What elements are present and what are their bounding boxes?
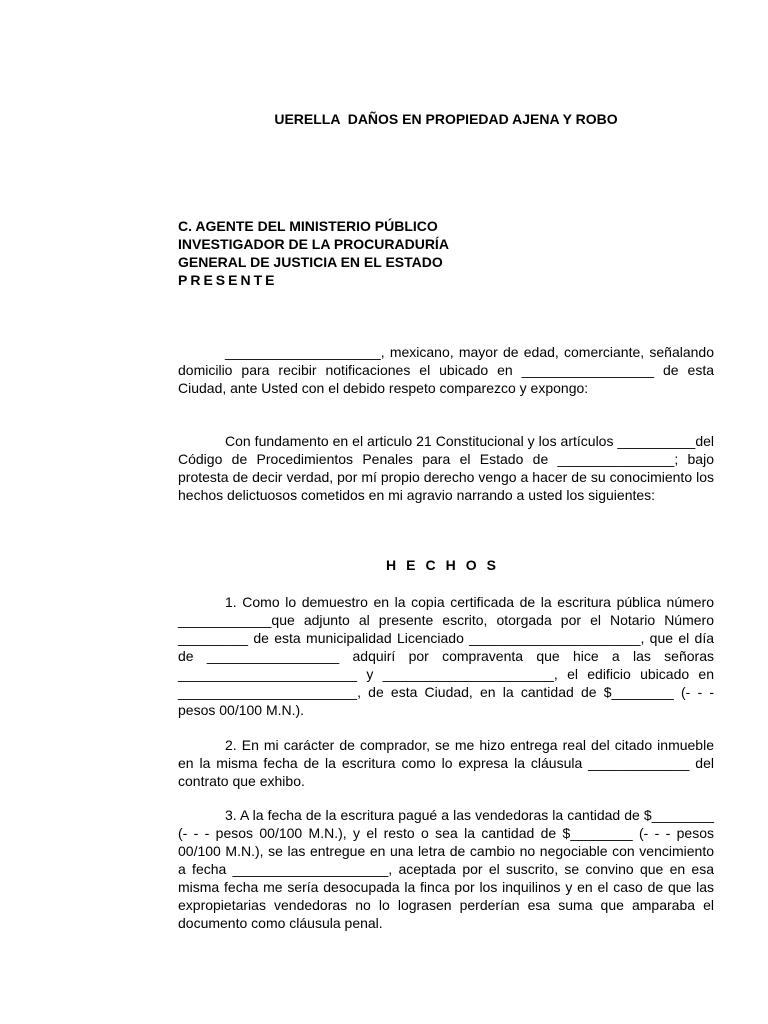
document-title: UERELLA DAÑOS EN PROPIEDAD AJENA Y ROBO [274, 111, 618, 127]
recipient-line: C. AGENTE DEL MINISTERIO PÚBLICO [178, 218, 438, 234]
recipient-line: GENERAL DE JUSTICIA EN EL ESTADO [178, 254, 443, 270]
recipient-presente: PRESENTE [178, 272, 278, 288]
fundamento-paragraph: Con fundamento en el articulo 21 Constitucional y los artículos __________del Código de Procedimientos Penales para el Estado de _______________; bajo protesta de decir verdad, por mí propio derecho vengo a hacer de su conocimiento los hechos delictuosos cometidos en mi agravio narrando a usted los siguientes: [178, 433, 714, 503]
intro-paragraph: ____________________, mexicano, mayor de edad, comerciante, señalando domicilio para recibir notificaciones el ubicado en _________________ de esta Ciudad, ante Usted con el debido respeto comparezco y expongo: [178, 344, 714, 396]
hecho-paragraph-3: 3. A la fecha de la escritura pagué a las vendedoras la cantidad de $________ (- - - pesos 00/100 M.N.), y el resto o sea la cantidad de $________ (- - - pesos 00/100 M.N.), se las entregue en una letra de cambio no negociable con vencimiento a fecha ____________________, aceptada por el suscrito, se convino que en esa misma fecha me sería desocupada la finca por los inquilinos y en el caso de que las expropietarias vendedoras no lo lograsen perderían esa suma que amparaba el documento como cláusula penal. [178, 807, 714, 931]
hechos-heading: HECHOS [386, 557, 506, 573]
recipient-line: INVESTIGADOR DE LA PROCURADURÍA [178, 236, 449, 252]
hecho-paragraph-2: 2. En mi carácter de comprador, se me hizo entrega real del citado inmueble en la misma fecha de la escritura como lo expresa la cláusula _____________ del contrato que exhibo. [178, 737, 714, 789]
recipient-block [178, 217, 449, 289]
hecho-paragraph-1: 1. Como lo demuestro en la copia certificada de la escritura pública número ____________que adjunto al presente escrito, otorgada por el Notario Número _________ de esta municipalidad Licenciado ______________________, que el día de _________________ adquirí por compraventa que hice a las señoras _______________________ y ______________________, el edificio ubicado en _______________________, de esta Ciudad, en la cantidad de $________ (- - - pesos 00/100 M.N.). [178, 594, 714, 718]
